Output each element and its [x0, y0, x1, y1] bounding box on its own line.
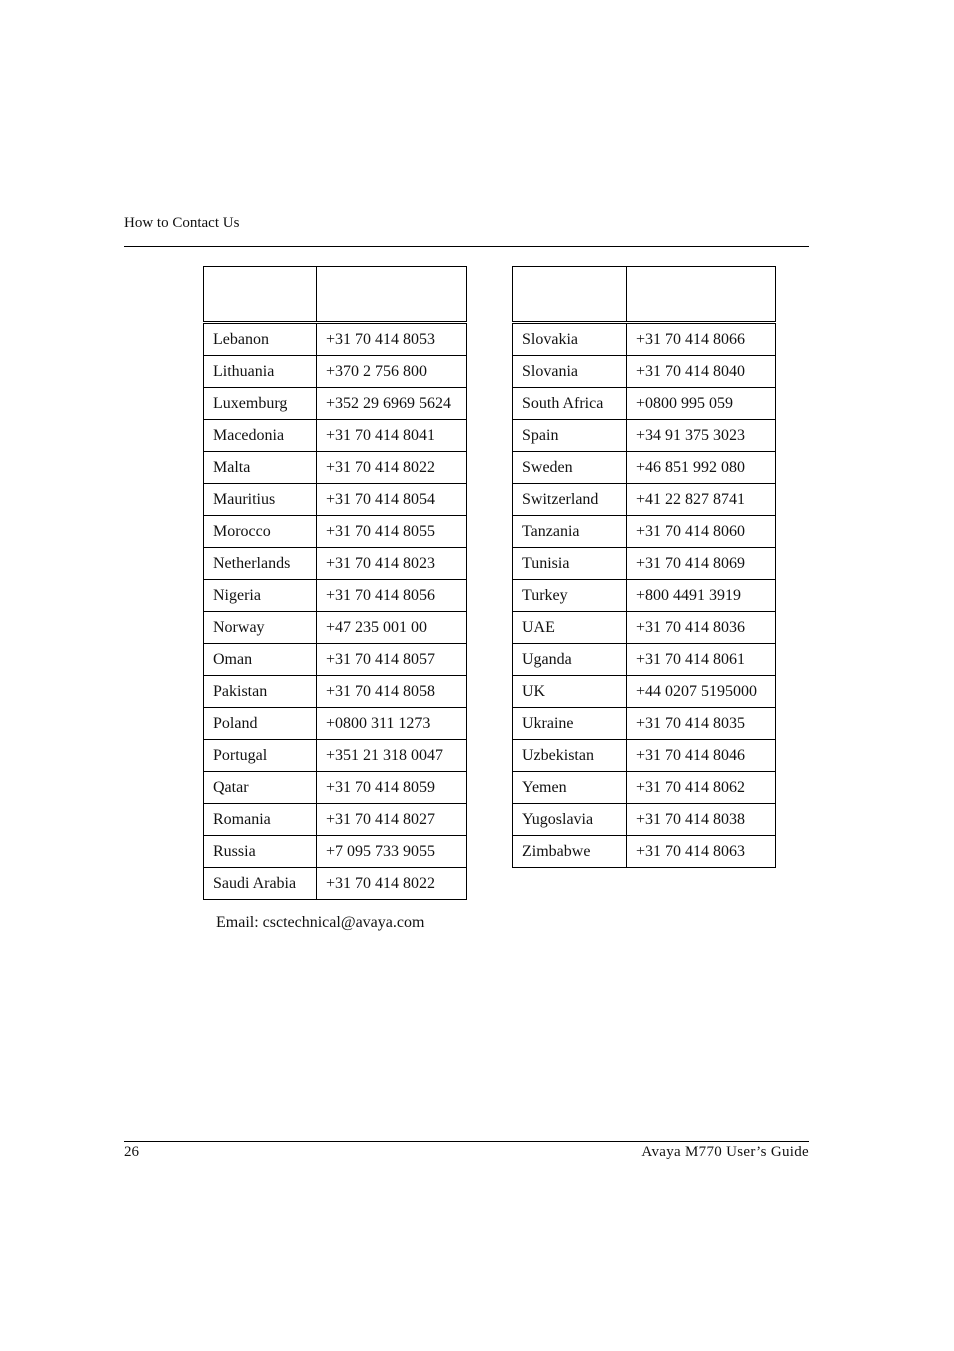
country-cell: Uzbekistan — [513, 740, 627, 772]
phone-cell: +31 70 414 8062 — [627, 772, 776, 804]
country-cell: Yugoslavia — [513, 804, 627, 836]
phone-cell: +46 851 992 080 — [627, 452, 776, 484]
phone-cell: +0800 995 059 — [627, 388, 776, 420]
country-cell: Oman — [204, 644, 317, 676]
phone-cell: +31 70 414 8063 — [627, 836, 776, 868]
phone-cell: +31 70 414 8027 — [317, 804, 467, 836]
table-row — [513, 580, 776, 612]
header-rule — [124, 246, 809, 247]
country-cell: Lithuania — [204, 356, 317, 388]
phone-cell: +31 70 414 8061 — [627, 644, 776, 676]
table-row — [204, 772, 467, 804]
country-cell: Ukraine — [513, 708, 627, 740]
table-row — [204, 644, 467, 676]
country-cell: Turkey — [513, 580, 627, 612]
table-row — [513, 388, 776, 420]
country-cell: UAE — [513, 612, 627, 644]
phone-cell: +352 29 6969 5624 — [317, 388, 467, 420]
phone-cell: +41 22 827 8741 — [627, 484, 776, 516]
phone-cell: +31 70 414 8046 — [627, 740, 776, 772]
country-cell: Spain — [513, 420, 627, 452]
country-cell: Qatar — [204, 772, 317, 804]
country-cell: Slovania — [513, 356, 627, 388]
country-cell: Uganda — [513, 644, 627, 676]
phone-cell: +31 70 414 8059 — [317, 772, 467, 804]
table-row — [513, 484, 776, 516]
table-row — [513, 676, 776, 708]
table-row — [513, 804, 776, 836]
table-row — [204, 452, 467, 484]
table-row — [204, 868, 467, 900]
country-cell: Pakistan — [204, 676, 317, 708]
country-cell: Slovakia — [513, 323, 627, 356]
table-row — [204, 740, 467, 772]
country-cell: Russia — [204, 836, 317, 868]
country-cell: Sweden — [513, 452, 627, 484]
table-row — [204, 388, 467, 420]
phone-cell: +31 70 414 8057 — [317, 644, 467, 676]
contact-table-right — [512, 266, 776, 868]
phone-cell: +31 70 414 8066 — [627, 323, 776, 356]
table-row — [513, 836, 776, 868]
phone-cell: +31 70 414 8023 — [317, 548, 467, 580]
table-row — [204, 484, 467, 516]
phone-cell: +31 70 414 8038 — [627, 804, 776, 836]
phone-cell: +31 70 414 8041 — [317, 420, 467, 452]
document-title: Avaya M770 User’s Guide — [641, 1144, 809, 1160]
table-row — [204, 708, 467, 740]
table-row — [204, 612, 467, 644]
phone-cell: +7 095 733 9055 — [317, 836, 467, 868]
country-cell: Tanzania — [513, 516, 627, 548]
country-cell: Mauritius — [204, 484, 317, 516]
country-cell: Saudi Arabia — [204, 868, 317, 900]
country-cell: Zimbabwe — [513, 836, 627, 868]
table-row — [513, 452, 776, 484]
page-number: 26 — [124, 1144, 139, 1160]
country-cell: Lebanon — [204, 323, 317, 356]
phone-cell: +31 70 414 8022 — [317, 452, 467, 484]
header-cell-phone — [317, 267, 467, 323]
table-row — [513, 356, 776, 388]
country-cell: Tunisia — [513, 548, 627, 580]
country-cell: South Africa — [513, 388, 627, 420]
phone-cell: +31 70 414 8069 — [627, 548, 776, 580]
country-cell: Nigeria — [204, 580, 317, 612]
table-row — [204, 804, 467, 836]
country-cell: Malta — [204, 452, 317, 484]
table-row — [513, 516, 776, 548]
table-row — [513, 323, 776, 356]
table-row — [513, 644, 776, 676]
phone-cell: +351 21 318 0047 — [317, 740, 467, 772]
header-cell-phone — [627, 267, 776, 323]
table-row — [513, 612, 776, 644]
phone-cell: +31 70 414 8036 — [627, 612, 776, 644]
phone-cell: +47 235 001 00 — [317, 612, 467, 644]
table-row — [204, 580, 467, 612]
country-cell: Netherlands — [204, 548, 317, 580]
country-cell: Portugal — [204, 740, 317, 772]
phone-cell: +34 91 375 3023 — [627, 420, 776, 452]
table-header-row — [513, 267, 776, 323]
table-row — [204, 516, 467, 548]
phone-cell: +31 70 414 8060 — [627, 516, 776, 548]
table-header-row — [204, 267, 467, 323]
phone-cell: +31 70 414 8055 — [317, 516, 467, 548]
country-cell: Switzerland — [513, 484, 627, 516]
country-cell: Morocco — [204, 516, 317, 548]
phone-cell: +31 70 414 8056 — [317, 580, 467, 612]
table-row — [513, 548, 776, 580]
country-cell: Luxemburg — [204, 388, 317, 420]
phone-cell: +370 2 756 800 — [317, 356, 467, 388]
country-cell: Yemen — [513, 772, 627, 804]
country-cell: UK — [513, 676, 627, 708]
contact-table-left — [203, 266, 467, 900]
table-row — [204, 836, 467, 868]
support-email: Email: csctechnical@avaya.com — [216, 914, 425, 931]
country-cell: Macedonia — [204, 420, 317, 452]
table-row — [513, 420, 776, 452]
country-cell: Romania — [204, 804, 317, 836]
table-row — [204, 548, 467, 580]
phone-cell: +31 70 414 8040 — [627, 356, 776, 388]
table-row — [513, 772, 776, 804]
phone-cell: +31 70 414 8053 — [317, 323, 467, 356]
header-cell-country — [204, 267, 317, 323]
phone-cell: +31 70 414 8022 — [317, 868, 467, 900]
running-header: How to Contact Us — [124, 215, 240, 231]
phone-cell: +0800 311 1273 — [317, 708, 467, 740]
country-cell: Poland — [204, 708, 317, 740]
table-row — [204, 356, 467, 388]
footer-rule — [124, 1141, 809, 1142]
phone-cell: +31 70 414 8054 — [317, 484, 467, 516]
table-row — [204, 676, 467, 708]
country-cell: Norway — [204, 612, 317, 644]
table-row — [513, 740, 776, 772]
table-row — [204, 420, 467, 452]
phone-cell: +31 70 414 8035 — [627, 708, 776, 740]
table-row — [513, 708, 776, 740]
table-row — [204, 323, 467, 356]
header-cell-country — [513, 267, 627, 323]
phone-cell: +31 70 414 8058 — [317, 676, 467, 708]
phone-cell: +800 4491 3919 — [627, 580, 776, 612]
phone-cell: +44 0207 5195000 — [627, 676, 776, 708]
